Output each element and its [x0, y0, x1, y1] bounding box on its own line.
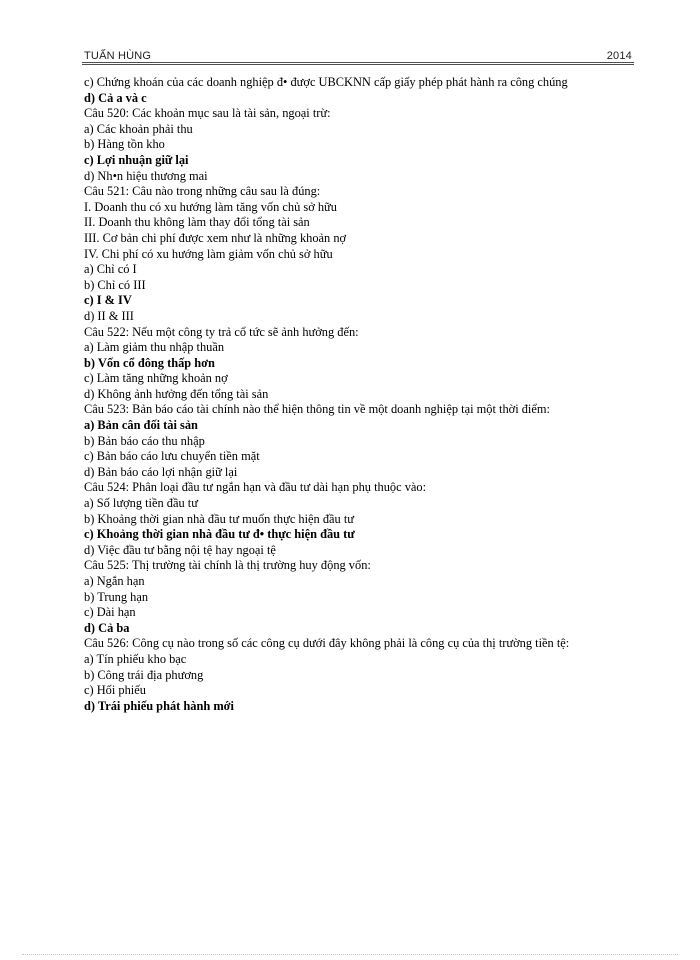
text-line: a) Làm giảm thu nhập thuần — [84, 340, 225, 355]
text-line: c) Hối phiếu — [84, 683, 146, 698]
document-body — [84, 75, 636, 714]
answer-line-correct: d) Cả ba — [84, 620, 130, 635]
text-line: d) Nh•n hiệu thương mai — [84, 168, 208, 183]
text-line: c) Chứng khoán của các doanh nghiệp đ• được UBCKNN cấp giấy phép phát hành ra công chúng — [84, 75, 568, 89]
text-line: d) Không ảnh hưởng đến tổng tài sản — [84, 386, 269, 401]
text-line: Câu 524: Phân loại đầu tư ngắn hạn và đầu tư dài hạn phụ thuộc vào: — [84, 480, 427, 495]
text-line: b) Bản báo cáo thu nhập — [84, 433, 205, 448]
text-line: II. Doanh thu không làm thay đổi tổng tài sản — [84, 215, 310, 230]
text-line: III. Cơ bản chi phí được xem như là những khoản nợ — [84, 230, 347, 245]
text-line: c) Bản báo cáo lưu chuyển tiền mặt — [84, 449, 260, 464]
text-line: b) Chỉ có III — [84, 277, 146, 292]
text-line: c) Dài hạn — [84, 605, 136, 620]
text-line: IV. Chi phí có xu hướng làm giảm vốn chủ sở hữu — [84, 246, 333, 261]
text-line: d) Việc đầu tư bằng nội tệ hay ngoại tệ — [84, 542, 276, 557]
answer-line-correct: a) Bản cân đối tài sản — [84, 418, 198, 433]
text-line: a) Chỉ có I — [84, 262, 137, 277]
text-line: b) Công trái địa phương — [84, 667, 204, 682]
text-line: b) Hàng tồn kho — [84, 137, 165, 152]
answer-line-correct: c) I & IV — [84, 293, 132, 308]
answer-line-correct: c) Khoảng thời gian nhà đầu tư đ• thực hiện đầu tư — [84, 527, 355, 542]
answer-line-correct: b) Vốn cổ đông thấp hơn — [84, 355, 215, 370]
text-line: a) Số lượng tiền đầu tư — [84, 496, 198, 511]
header-divider — [82, 62, 634, 65]
text-line: Câu 523: Bản báo cáo tài chính nào thể hiện thông tin về một doanh nghiệp tại một thời điểm: — [84, 402, 550, 417]
text-line: b) Khoảng thời gian nhà đầu tư muốn thực hiện đầu tư — [84, 511, 354, 526]
header-year: 2014 — [606, 50, 632, 62]
text-line: a) Các khoản phải thu — [84, 121, 193, 136]
text-line: Câu 522: Nếu một công ty trả cổ tức sẽ ảnh hưởng đến: — [84, 324, 359, 339]
text-line: Câu 521: Câu nào trong những câu sau là đúng: — [84, 184, 321, 199]
text-line: I. Doanh thu có xu hướng làm tăng vốn chủ sở hữu — [84, 199, 337, 214]
answer-line-correct: c) Lợi nhuận giữ lại — [84, 152, 189, 167]
text-line: b) Trung hạn — [84, 589, 149, 604]
text-line: a) Ngắn hạn — [84, 574, 145, 588]
text-line: Câu 525: Thị trường tài chính là thị trường huy động vốn: — [84, 558, 371, 573]
text-line: d) II & III — [84, 308, 134, 323]
text-line: Câu 520: Các khoản mục sau là tài sản, ngoại trừ: — [84, 106, 331, 121]
page-bottom-border — [22, 954, 678, 955]
text-line: d) Bản báo cáo lợi nhận giữ lại — [84, 464, 238, 479]
text-line: a) Tín phiếu kho bạc — [84, 651, 187, 666]
answer-line-correct: d) Trái phiếu phát hành mới — [84, 698, 234, 713]
answer-line-correct: d) Cả a và c — [84, 90, 147, 105]
page-header — [84, 38, 632, 62]
text-line: c) Làm tăng những khoản nợ — [84, 371, 228, 386]
header-author: TUẤN HÙNG — [84, 50, 152, 62]
text-line: Câu 526: Công cụ nào trong số các công cụ dưới đây không phải là công cụ của thị trường tiền tệ: — [84, 636, 570, 651]
